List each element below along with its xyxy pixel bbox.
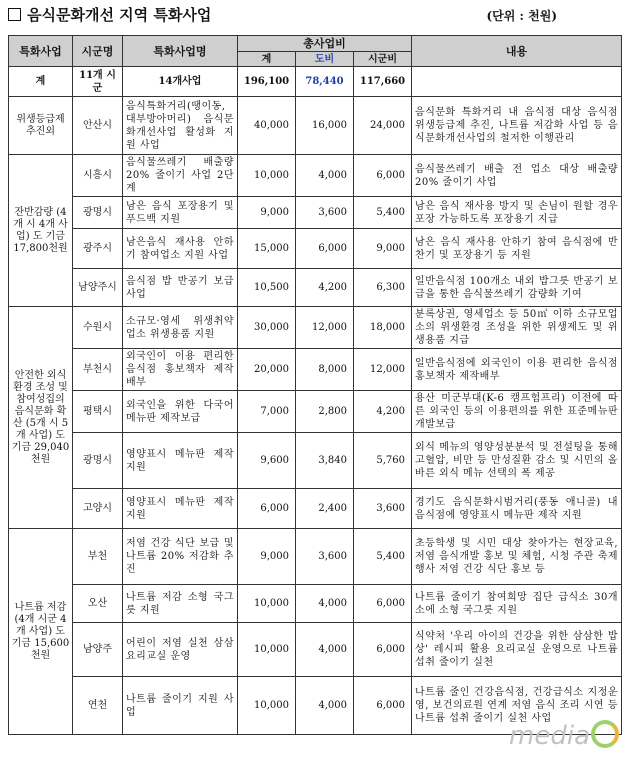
province-cell: 16,000 [296,97,354,155]
local-cell: 5,400 [354,197,412,229]
city-cell: 광주시 [73,229,123,269]
content-cell: 나트륨 줄이기 참여희망 집단 급식소 30개소에 소형 국그릇 지원 [412,585,622,623]
program-table [8,35,622,735]
local-cell: 18,000 [354,307,412,349]
table-row [9,155,622,197]
total-content [412,67,622,97]
project-cell: 나트륨 저감 소형 국그릇 지원 [123,585,238,623]
province-cell: 6,000 [296,229,354,269]
total-sum: 196,100 [238,67,296,97]
city-cell: 고양시 [73,489,123,529]
content-cell: 용산 미군부대(K-6 캠프험프리) 이전에 따른 외국인 등의 이용편의를 위한 표준메뉴판 개발보급 [412,391,622,433]
total-cell: 7,000 [238,391,296,433]
project-cell: 남은 음식 포장용기 및 푸드백 지원 [123,197,238,229]
total-province: 78,440 [296,67,354,97]
header-program: 특화사업 [9,36,73,67]
project-cell: 나트륨 줄이기 지원 사업 [123,677,238,735]
local-cell: 6,300 [354,269,412,307]
total-cell: 10,000 [238,155,296,197]
total-cell: 15,000 [238,229,296,269]
project-cell: 음식특화거리(땡이동, 대부방아머리) 음식문화개선사업 활성화 지원 사업 [123,97,238,155]
content-cell: 음식물쓰레기 배출 전 업소 대상 배출량 20% 줄이기 사업 [412,155,622,197]
city-cell: 광명시 [73,197,123,229]
total-cell: 10,000 [238,585,296,623]
local-cell: 12,000 [354,349,412,391]
header-local: 시군비 [354,52,412,67]
province-cell: 2,400 [296,489,354,529]
project-cell: 외국인을 위한 다국어 메뉴판 제작보급 [123,391,238,433]
local-cell: 24,000 [354,97,412,155]
content-cell: 일반음식점 100개소 내외 밥그릇 반공기 보급을 통한 음식물쓰레기 감량화 기여 [412,269,622,307]
city-cell: 부천시 [73,349,123,391]
local-cell: 5,760 [354,433,412,489]
table-row [9,489,622,529]
watermark-logo [509,720,619,751]
table-row [9,307,622,349]
table-row [9,97,622,155]
project-cell: 영양표시 메뉴판 제작 지원 [123,489,238,529]
total-cell: 6,000 [238,489,296,529]
project-cell: 저염 건강 식단 보급 및 나트륨 20% 저감화 추진 [123,529,238,585]
city-cell: 부천 [73,529,123,585]
total-local: 117,660 [354,67,412,97]
table-row [9,585,622,623]
table-row [9,433,622,489]
square-bullet-icon [8,8,21,21]
province-cell: 4,000 [296,155,354,197]
total-label: 계 [9,67,73,97]
city-cell: 시흥시 [73,155,123,197]
total-cell: 40,000 [238,97,296,155]
content-cell: 식약처 '우리 아이의 건강을 위한 삼삼한 밥상' 레시피 활용 요리교실 운영으로 나트륨 섭취 줄이기 실천 [412,623,622,677]
province-cell: 3,600 [296,529,354,585]
province-cell: 12,000 [296,307,354,349]
table-row [9,529,622,585]
table-row [9,349,622,391]
city-cell: 안산시 [73,97,123,155]
header-budget: 총사업비 [238,36,412,52]
category-cell: 잔반감량 (4개 시 4개 사업) 도 기금 17,800천원 [9,155,73,307]
total-cell: 9,000 [238,197,296,229]
watermark-circle-icon [591,720,619,748]
city-cell: 오산 [73,585,123,623]
content-cell: 음식문화 특화거리 내 음식점 대상 음식점 위생등급제 추진, 나트륨 저감화 사업 등 음식문화개선사업의 철저한 이행관리 [412,97,622,155]
total-cell: 30,000 [238,307,296,349]
header-content: 내용 [412,36,622,67]
province-cell: 3,600 [296,197,354,229]
table-row [9,269,622,307]
province-cell: 4,000 [296,585,354,623]
total-project: 14개사업 [123,67,238,97]
header-city: 시군명 [73,36,123,67]
city-cell: 광명시 [73,433,123,489]
total-city: 11개 시군 [73,67,123,97]
total-row [9,67,622,97]
local-cell: 3,600 [354,489,412,529]
title-text: 음식문화개선 지역 특화사업 [27,6,212,24]
province-cell: 4,000 [296,677,354,735]
city-cell: 평택시 [73,391,123,433]
content-cell: 나트륨 줄인 건강음식점, 건강급식소 지정운영, 보건의료원 연계 저염 음식 조리 시연 등 나트륨 섭취 줄이기 실천 사업 [412,677,622,735]
total-cell: 20,000 [238,349,296,391]
local-cell: 9,000 [354,229,412,269]
province-cell: 4,200 [296,269,354,307]
local-cell: 6,000 [354,155,412,197]
category-cell: 나트륨 저감 (4개 시군 4개 사업) 도 기금 15,600천원 [9,529,73,735]
project-cell: 음식점 밥 반공기 보급사업 [123,269,238,307]
watermark-text: media [509,721,590,751]
project-cell: 영양표시 메뉴판 제작 지원 [123,433,238,489]
local-cell: 6,000 [354,677,412,735]
project-cell: 어린이 저염 실천 삼삼 요리교실 운영 [123,623,238,677]
total-cell: 9,600 [238,433,296,489]
city-cell: 남양주 [73,623,123,677]
province-cell: 4,000 [296,623,354,677]
document-title [8,4,211,25]
province-cell: 8,000 [296,349,354,391]
header-total: 계 [238,52,296,67]
project-cell: 외국인이 이용 편리한 음식점 홍보책자 제작배부 [123,349,238,391]
local-cell: 6,000 [354,623,412,677]
total-cell: 10,000 [238,623,296,677]
total-cell: 10,500 [238,269,296,307]
header-project: 특화사업명 [123,36,238,67]
content-cell: 분록상권, 영세업소 등 50㎡ 이하 소규모업소의 위생환경 조성을 위한 위생제도 및 위생용품 지급 [412,307,622,349]
total-cell: 9,000 [238,529,296,585]
total-cell: 10,000 [238,677,296,735]
header-province: 도비 [296,52,354,67]
content-cell: 초등학생 및 시민 대상 찾아가는 현장교육, 저염 음식개발 홍보 및 체험, 시청 주관 축제행사 저염 건강 식단 홍보 등 [412,529,622,585]
province-cell: 3,840 [296,433,354,489]
city-cell: 남양주시 [73,269,123,307]
project-cell: 음식물쓰레기 배출량 20% 줄이기 사업 2단계 [123,155,238,197]
content-cell: 경기도 음식문화시범거리(풍동 애니골) 내 음식점에 영양표시 메뉴판 제작 지원 [412,489,622,529]
content-cell: 외식 메뉴의 영양성분분석 및 전설팅을 통해 고혈압, 비만 등 만성질환 감소 및 시민의 올바른 외식 메뉴 선택의 폭 제공 [412,433,622,489]
local-cell: 5,400 [354,529,412,585]
unit-label: (단위 : 천원) [486,9,557,23]
content-cell: 남은 음식 재사용 방지 및 손님이 원할 경우 포장 가능하도록 포장용기 지급 [412,197,622,229]
content-cell: 남은 음식 재사용 안하기 참여 음식점에 반찬기 및 포장용기 등 지원 [412,229,622,269]
table-row [9,229,622,269]
table-row [9,623,622,677]
table-row [9,197,622,229]
content-cell: 일반음식점에 외국인이 이용 편리한 음식점 홍보책자 제작배부 [412,349,622,391]
local-cell: 4,200 [354,391,412,433]
province-cell: 2,800 [296,391,354,433]
category-cell: 안전한 외식 환경 조성 및 참여성집의 음식문화 확산 (5개 시 5개 사업) 도 기금 29,040천원 [9,307,73,529]
city-cell: 수원시 [73,307,123,349]
table-row [9,391,622,433]
project-cell: 남은음식 재사용 안하기 참여업소 지원 사업 [123,229,238,269]
project-cell: 소규모·영세 위생취약업소 위생용품 지원 [123,307,238,349]
category-cell: 위생등급제 추진외 [9,97,73,155]
city-cell: 연천 [73,677,123,735]
local-cell: 6,000 [354,585,412,623]
